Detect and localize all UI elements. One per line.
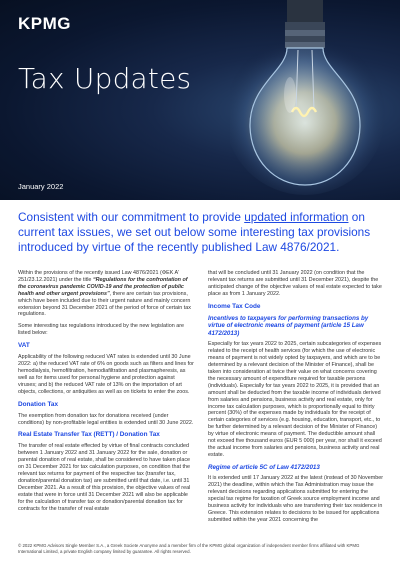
regime-text: It is extended until 17 January 2022 at the latest (instead of 30 November 2021) the deadline, within which the Tax Administration may issue the relevant decisions regarding applications submitted for entering the special tax regime for taxation of Greek source employment income and business activity for individuals who are transferring their tax residence in Greece. This extension relates to decisions to be issued for applications submitted within the year 2021 concerning the [208,475,384,523]
updated-information-link[interactable]: updated information [244,210,349,224]
issue-date: January 2022 [18,182,64,191]
page-title: Tax Updates [18,62,192,95]
law-intro-before: Within the provisions of the recently issued Law 4876/2021 (ΦΕΚ Α’ 251/23.12.2021) under the title [18,270,179,283]
rett-continued-text: that will be concluded until 31 January 2022 (on condition that the relevant tax returns are submitted until 31 December 2021), despite the anticipated change of the objective values of real estate expected to take place as from 1 January 2022. [208,270,382,297]
donation-tax-text: The exemption from donation tax for donations received (under conditions) by non-profitable legal entities is extended until 30 June 2022. [18,412,194,426]
left-column [18,270,194,535]
rett-heading: Real Estate Transfer Tax (RETT) / Donation Tax [18,431,160,439]
law-intro-after: , there are certain tax provisions, which have been included due to their urgent nature and mainly concern extension beyond 31 December 2021 of the period of force of certain tax regulations. [18,290,191,318]
right-column [208,270,384,535]
kpmg-logo: KPMG [18,14,71,33]
rett-text: The transfer of real estate effected by virtue of final contracts concluded between 1 January 2022 and 31 January 2022 for the sale, donation or parental donation of real estate, shall be considered to have taken place on 31 December 2021 for tax calculation purposes, on condition that the relevant tax returns for payment of the respective tax (transfer tax, donation/parental donation tax) are submitted until that date, i.e. until 31 December 2021. As a result of this provision, the objective values of real estate that were in force until 31 December 2021 will also be applicable for the calculation of transfer tax or donation/parental donation tax for contracts for the transfer of real estate [18,443,191,512]
regulations-list-intro: Some interesting tax regulations introduced by the new legislation are listed below: [18,323,185,337]
law-title: “Regulations for the confrontation of the coronavirus pandemic COVID-19 and the protection of public health and other urgent provisions” [18,276,188,297]
vat-heading: VAT [18,342,30,350]
vat-text: Applicability of the following reduced VAT rates is extended until 30 June 2022: a) the reduced VAT rate of 6% on goods such as filters and lines for hemodialysis, hemofiltration, hemodiafiltration and plasmapheresis, as well as for items used for personal hygiene and protection against viruses; and b) the reduced VAT rate of 13% on the importation of art objects, collections, or antiquities as well as on tickets to enter the zoos. [18,354,194,395]
copyright-footer: © 2022 KPMG Advisors Single Member S.A., a Greek Societe Anonyme and a member firm of the KPMG global organization of independent member firms affiliated with KPMG International Limited, a private English company limited by guarantee. All rights reserved. [18,543,360,554]
regime-heading: Regime of article 5C of Law 4172/2013 [208,463,320,471]
law-intro-paragraph [18,270,194,318]
article-columns [18,270,384,535]
intro-text-before: Consistent with our commitment to provide [18,210,245,224]
intro-paragraph [18,210,384,255]
hero-banner [0,0,400,200]
donation-tax-heading: Donation Tax [18,400,59,408]
intro-text-after: on current tax issues, we set out below some interesting tax provisions introduced by virtue of the recently published Law 4876/2021. [18,210,371,254]
incentives-heading: Incentives to taxpayers for performing transactions by virtue of electronic means of payment (article 15 Law 4172/2013) [208,314,369,337]
incentives-text: Especially for tax years 2022 to 2025, certain subcategories of expenses related to the receipt of health services (for which the use of electronic means of payment is not widely opted by taxpayers, and which are to be determined by a relevant decision of the Minister of Finance), shall be taken into consideration at twice their value on what concerns covering the necessary amount of expenditure required for taxable persons (individuals). Especially for tax years 2022 to 2025, it is provided that an amount shall be deducted from the taxable income of individuals derived from salaries and pensions, business activity and real estate, only for income tax calculation purposes, which is proportionally equal to thirty percent (30%) of the expenses made by individuals for the receipt of certain categories of services (e.g. housing, education, transport, etc., to be further determined by a relevant decision of the Minister of Finance) by virtue of electronic means of payment. The deductible amount shall not exceed five thousand euros (EUR 5 000) per year, nor shall it exceed the actual income from salaries and pensions, business activity and real estate. [208,341,382,458]
light-bulb-icon [230,0,400,200]
income-tax-code-heading: Income Tax Code [208,302,261,310]
